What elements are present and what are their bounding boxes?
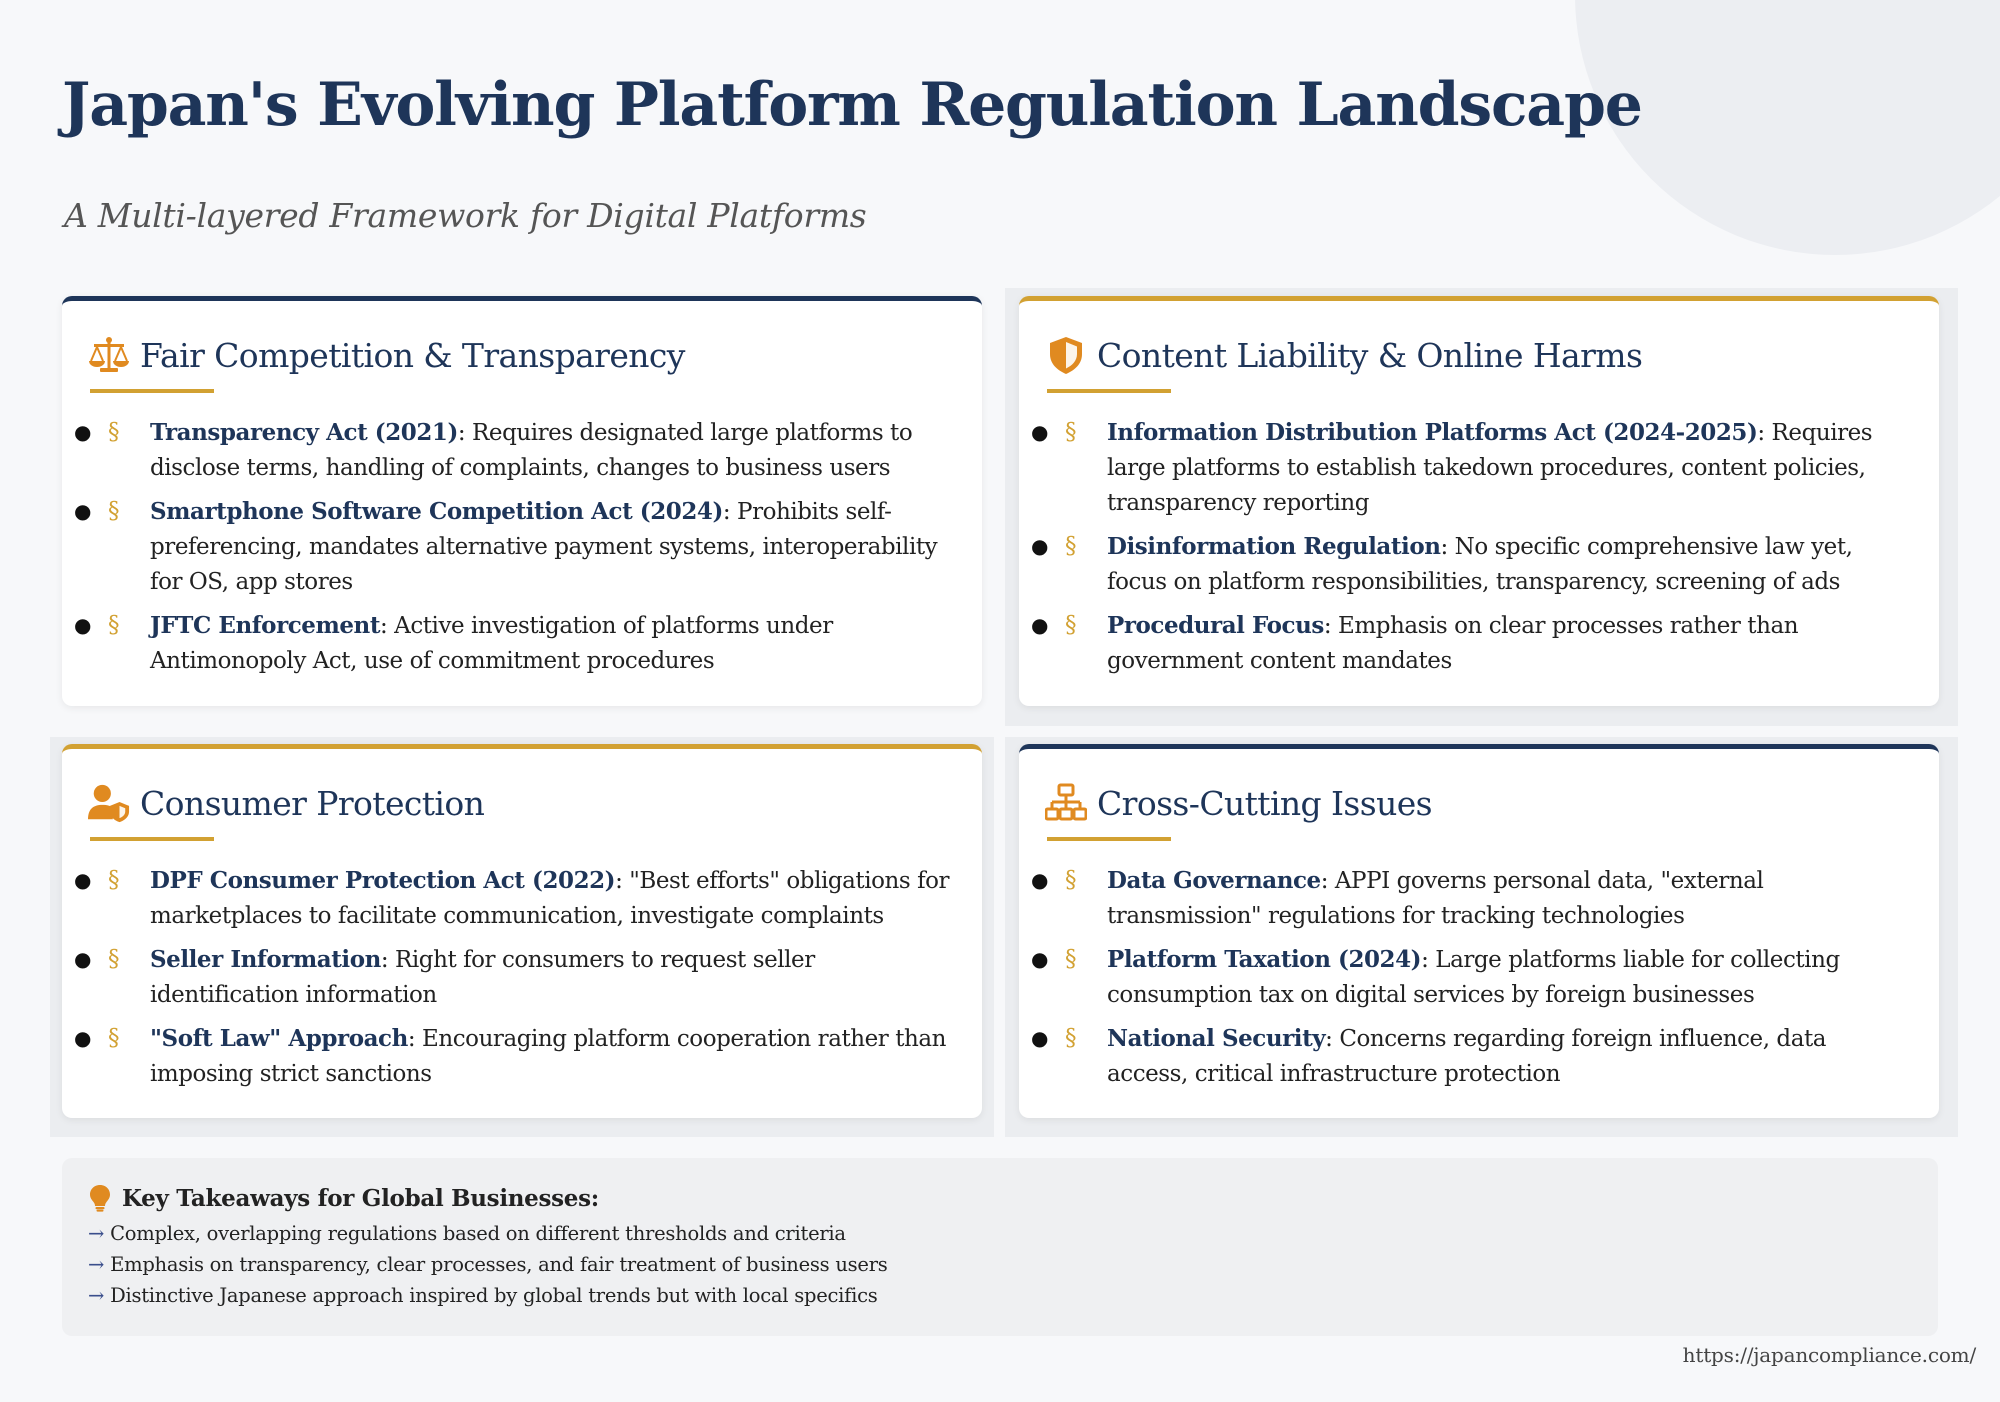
title-underline [1047,389,1171,393]
title-underline [90,389,214,393]
key-takeaways-box [62,1158,1938,1336]
source-link[interactable]: https://japancompliance.com/ [1682,1343,1976,1367]
takeaway-line: → Distinctive Japanese approach inspired by global trends but with local specifics [88,1284,878,1307]
list-item: ● § Smartphone Software Competition Act (2024): Prohibits self-preferencing, mandates alternative payment systems, interoperability for OS, app stores [74,498,938,595]
item-list [1031,415,1909,679]
item-list [74,415,952,679]
title-underline [90,837,214,841]
item-list [74,863,952,1092]
card-title: Fair Competition & Transparency [140,335,685,375]
takeaways-heading-row [88,1184,1912,1212]
list-item: ● § Seller Information: Right for consumers to request seller identification information [74,946,815,1008]
list-item: ● § Procedural Focus: Emphasis on clear processes rather than government content mandates [1031,612,1799,674]
scale-balance-icon [88,334,130,376]
card-cross-cutting [1019,744,1939,1118]
page-subtitle: A Multi-layered Framework for Digital Platforms [64,196,867,235]
takeaways-heading: Key Takeaways for Global Businesses: [122,1184,599,1212]
card-title: Cross-Cutting Issues [1097,783,1432,823]
item-list [1031,863,1909,1092]
list-item: ● § Information Distribution Platforms Act (2024-2025): Requires large platforms to establish takedown procedures, content policies, transparency reporting [1031,419,1873,516]
list-item: ● § Data Governance: APPI governs personal data, "external transmission" regulations for tracking technologies [1031,867,1764,929]
shield-icon [1045,334,1087,376]
user-shield-icon [88,782,130,824]
list-item: ● § DPF Consumer Protection Act (2022): "Best efforts" obligations for marketplaces to facilitate communication, investigate complaints [74,867,950,929]
card-title: Consumer Protection [140,783,485,823]
list-item: ● § Disinformation Regulation: No specific comprehensive law yet, focus on platform responsibilities, transparency, screening of ads [1031,533,1853,595]
lightbulb-icon [88,1184,112,1212]
card-consumer-protection [62,744,982,1118]
list-item: ● § Transparency Act (2021): Requires designated large platforms to disclose terms, handling of complaints, changes to business users [74,419,913,481]
network-icon [1045,782,1087,824]
title-underline [1047,837,1171,841]
card-title: Content Liability & Online Harms [1097,335,1643,375]
list-item: ● § National Security: Concerns regarding foreign influence, data access, critical infrastructure protection [1031,1025,1827,1087]
takeaway-line: → Emphasis on transparency, clear processes, and fair treatment of business users [88,1253,888,1276]
takeaway-line: → Complex, overlapping regulations based on different thresholds and criteria [88,1222,846,1245]
list-item: ● § Platform Taxation (2024): Large platforms liable for collecting consumption tax on digital services by foreign businesses [1031,946,1840,1008]
list-item: ● § JFTC Enforcement: Active investigation of platforms under Antimonopoly Act, use of commitment procedures [74,612,833,674]
card-fair-competition [62,296,982,706]
list-item: ● § "Soft Law" Approach: Encouraging platform cooperation rather than imposing strict sanctions [74,1025,946,1087]
card-content-liability [1019,296,1939,706]
page-title: Japan's Evolving Platform Regulation Landscape [62,70,1642,140]
